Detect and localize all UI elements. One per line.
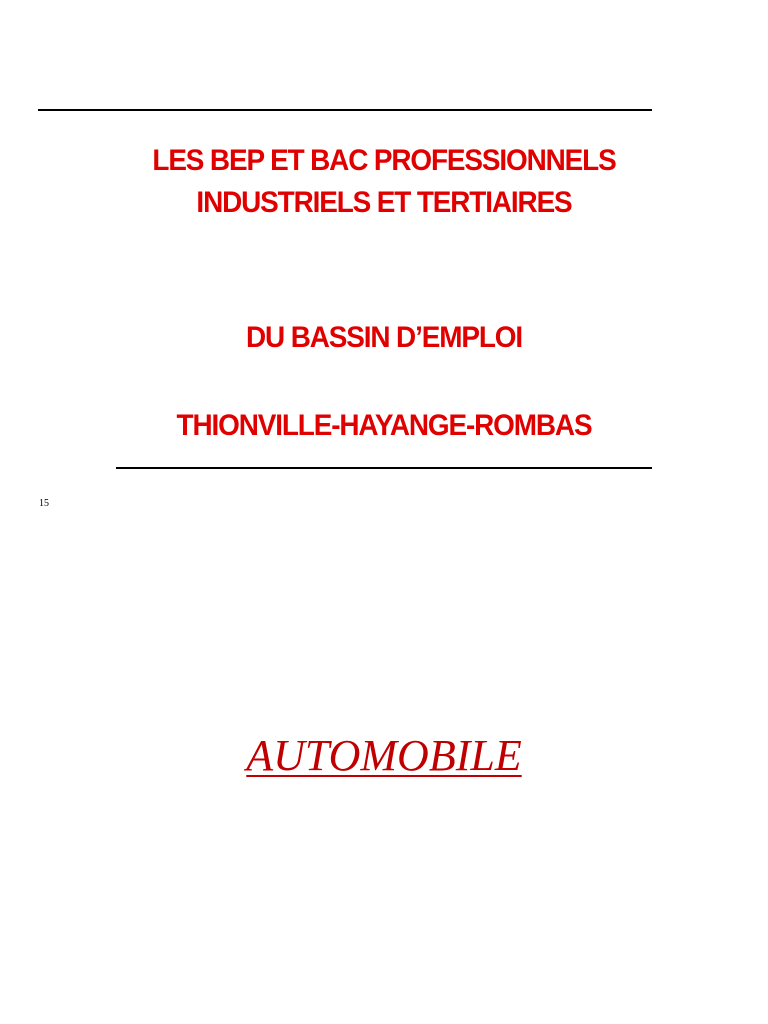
bottom-horizontal-rule [116, 467, 652, 469]
heading-line-4: THIONVILLE-HAYANGE-ROMBAS [176, 409, 592, 442]
heading-line-3: DU BASSIN D’EMPLOI [245, 321, 522, 354]
heading-line-2: INDUSTRIELS ET TERTIAIRES [196, 186, 572, 219]
heading-line-1: LES BEP ET BAC PROFESSIONNELS [152, 144, 616, 177]
section-title: AUTOMOBILE [246, 731, 522, 780]
top-horizontal-rule [38, 109, 652, 111]
page-number: 15 [39, 498, 49, 509]
